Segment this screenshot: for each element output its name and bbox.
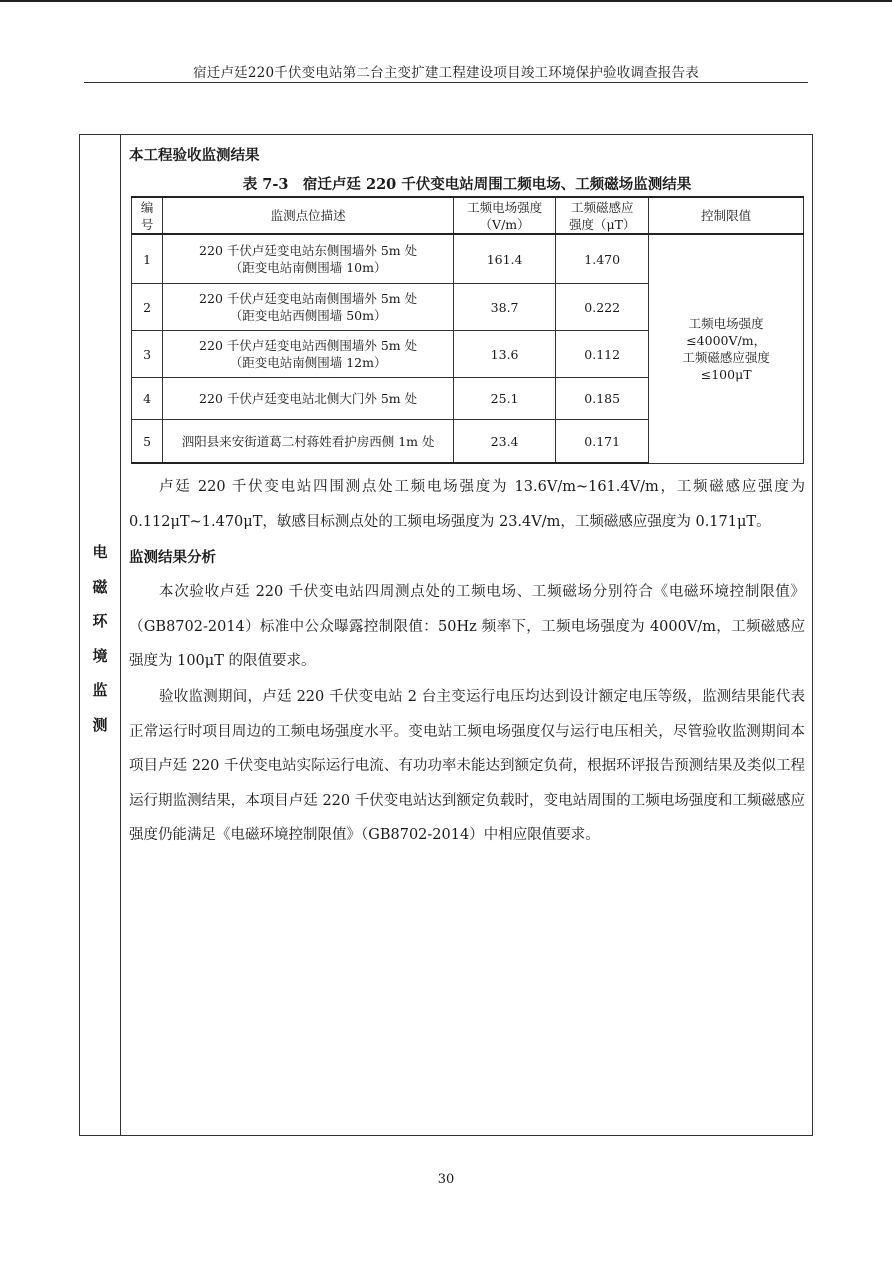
cell-no: 5: [132, 420, 163, 464]
header-e-line: （V/m）: [479, 216, 530, 232]
section-side-label: [80, 535, 120, 743]
cell-b-field: 0.222: [556, 284, 649, 331]
table-header-row: [132, 197, 804, 234]
side-label-char: 境: [92, 646, 108, 665]
cell-desc: [163, 284, 454, 331]
report-header-title: 宿迁卢廷220千伏变电站第二台主变扩建工程建设项目竣工环境保护验收调查报告表: [193, 65, 699, 81]
side-label-char: 监: [92, 681, 108, 700]
header-b-line: 工频磁感应: [570, 199, 634, 215]
analysis-paragraph-1: 本次验收卢廷 220 千伏变电站四周测点处的工频电场、工频磁场分别符合《电磁环境控制限值》（GB8702-2014）标准中公众曝露控制限值：50Hz 频率下，工频电场强度为 4000V/m，工频磁感应强度为 100μT 的限值要求。: [129, 584, 805, 669]
header-desc: 监测点位描述: [163, 197, 454, 234]
header-b-line: 强度（μT）: [568, 216, 636, 232]
side-column: [80, 135, 121, 1135]
results-summary-paragraph: 卢廷 220 千伏变电站四围测点处工频电场强度为 13.6V/m~161.4V/m，工频磁感应强度为 0.112μT~1.470μT，敏感目标测点处的工频电场强度为 23.4V/m，工频磁感应强度为 0.171μT。: [129, 479, 805, 530]
side-label-char: 电: [92, 543, 108, 561]
limit-line: 工频电场强度: [688, 315, 764, 331]
cell-desc: 220 千伏卢廷变电站北侧大门外 5m 处: [163, 378, 454, 420]
cell-e-field: 23.4: [454, 420, 556, 464]
report-frame: [79, 134, 813, 1136]
header-e-line: 工频电场强度: [467, 199, 543, 215]
header-limit: 控制限值: [649, 197, 804, 234]
limit-line: ≤100μT: [700, 366, 752, 382]
cell-no: 1: [132, 234, 163, 284]
analysis-paragraph-2: 验收监测期间，卢廷 220 千伏变电站 2 台主变运行电压均达到设计额定电压等级，监测结果能代表正常运行时项目周边的工频电场强度水平。变电站工频电场强度仅与运行电压相关，尽管验收监测期间本项目卢廷 220 千伏变电站实际运行电流、有功功率未能达到额定负荷，根据环评报告预测结果及类似工程运行期监测结果，本项目卢廷 220 千伏变电站达到额定负载时，变电站周围的工频电场强度和工频磁感应强度仍能满足《电磁环境控制限值》（GB8702-2014）中相应限值要求。: [129, 689, 805, 843]
page-number: 30: [437, 1172, 455, 1187]
cell-b-field: 0.185: [556, 378, 649, 420]
header-rule: [84, 82, 808, 83]
cell-desc: [163, 331, 454, 378]
cell-desc-line: 220 千伏卢廷变电站西侧围墙外 5m 处: [199, 338, 418, 353]
cell-desc-line: 220 千伏卢廷变电站南侧围墙外 5m 处: [199, 291, 418, 306]
header-no-line: 号: [140, 216, 154, 232]
cell-e-field: 38.7: [454, 284, 556, 331]
header-no-line: 编: [140, 199, 154, 215]
analysis-heading: 监测结果分析: [129, 550, 216, 566]
table-row: [132, 234, 804, 284]
cell-desc-line: （距变电站西侧围墙 50m）: [229, 308, 387, 323]
limit-line: 工频磁感应强度: [682, 349, 770, 365]
limit-line: ≤4000V/m，: [686, 332, 767, 348]
cell-b-field: 0.112: [556, 331, 649, 378]
cell-b-field: 0.171: [556, 420, 649, 464]
cell-no: 2: [132, 284, 163, 331]
cell-no: 3: [132, 331, 163, 378]
cell-desc: [163, 234, 454, 284]
cell-e-field: 13.6: [454, 331, 556, 378]
side-label-char: 测: [92, 715, 108, 734]
side-label-char: 磁: [92, 577, 108, 596]
cell-e-field: 161.4: [454, 234, 556, 284]
section-heading: 本工程验收监测结果: [129, 148, 260, 164]
table-caption: 表 7-3 宿迁卢廷 220 千伏变电站周围工频电场、工频磁场监测结果: [242, 176, 692, 193]
header-no: [132, 197, 163, 234]
side-label-char: 环: [92, 612, 108, 631]
cell-b-field: 1.470: [556, 234, 649, 284]
cell-no: 4: [132, 378, 163, 420]
cell-desc-line: （距变电站南侧围墙 12m）: [229, 355, 387, 370]
cell-e-field: 25.1: [454, 378, 556, 420]
cell-desc-line: 220 千伏卢廷变电站东侧围墙外 5m 处: [199, 243, 418, 258]
header-e-field: [454, 197, 556, 234]
cell-limit: [649, 234, 804, 463]
cell-desc-line: （距变电站南侧围墙 10m）: [229, 260, 387, 275]
monitoring-results-table: [131, 196, 804, 464]
cell-desc: 泗阳县来安街道葛二村蒋姓看护房西侧 1m 处: [163, 420, 454, 464]
header-b-field: [556, 197, 649, 234]
top-border-rule: [0, 0, 892, 2]
